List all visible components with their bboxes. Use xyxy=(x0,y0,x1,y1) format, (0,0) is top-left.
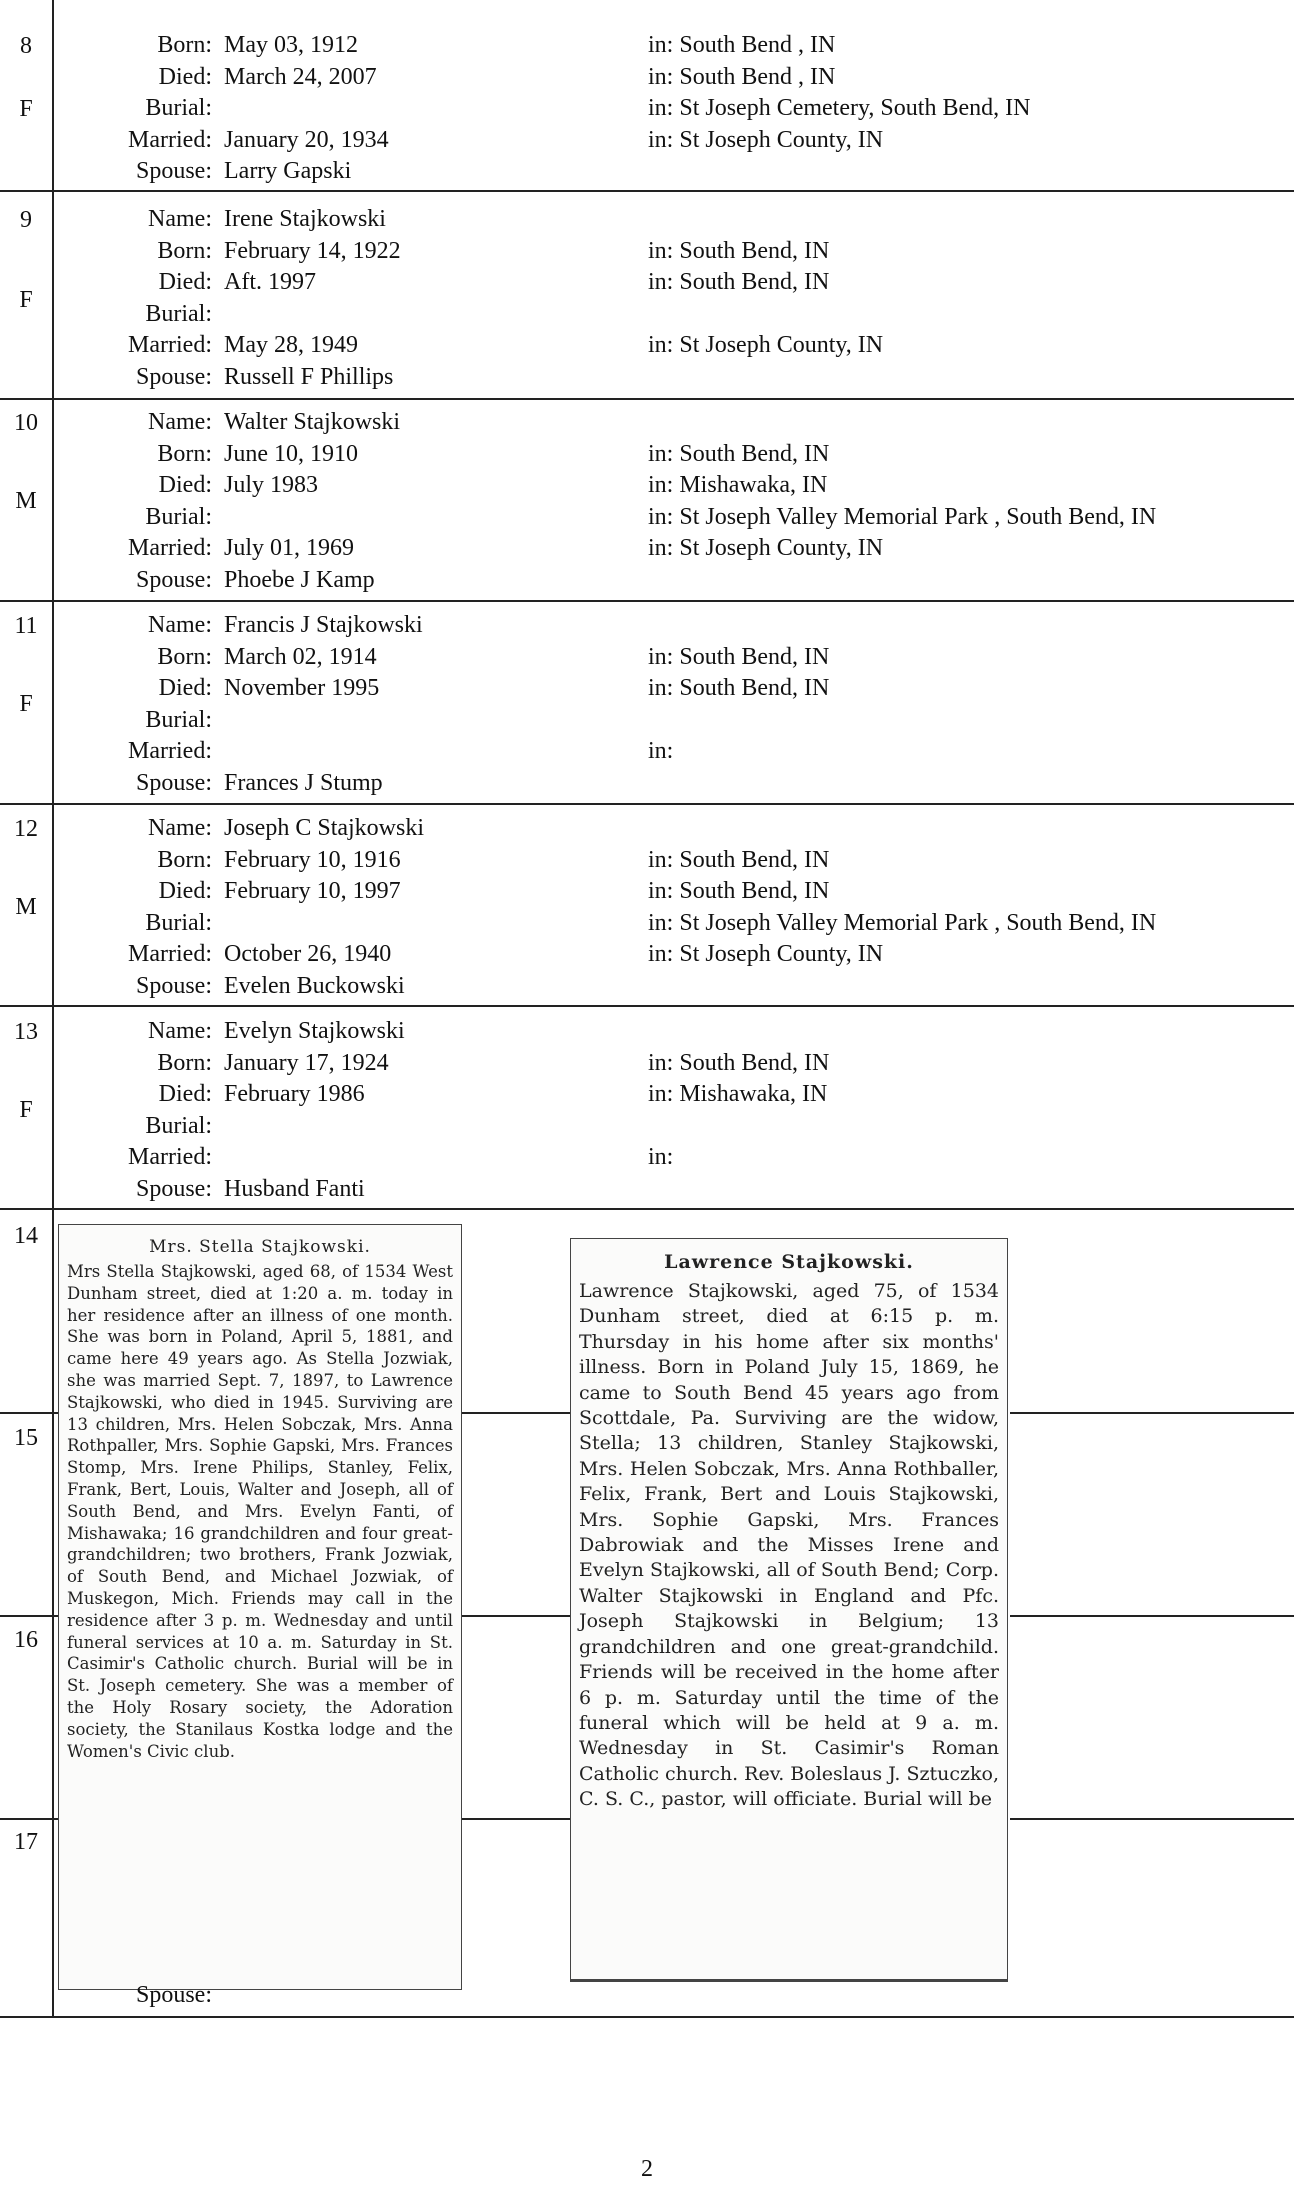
burial-place: St Joseph Valley Memorial Park , South Bend, IN xyxy=(679,503,1157,530)
born-place: South Bend, IN xyxy=(679,440,830,467)
row-divider xyxy=(1010,1615,1294,1617)
record-sex: F xyxy=(19,96,33,122)
in-label: in: xyxy=(648,472,674,499)
row-divider xyxy=(460,1412,570,1414)
born-label: Born: xyxy=(157,237,212,264)
died-label: Died: xyxy=(158,63,212,90)
in-label: in: xyxy=(648,503,674,530)
born-place: South Bend, IN xyxy=(679,1049,830,1076)
name-label: Name: xyxy=(148,612,212,638)
row-divider xyxy=(1010,1412,1294,1414)
spouse-label: Spouse: xyxy=(135,567,212,593)
spouse-name: Evelen Buckowski xyxy=(224,973,405,999)
name-label: Name: xyxy=(148,1018,212,1044)
person-name: Irene Stajkowski xyxy=(224,206,386,232)
in-label: in: xyxy=(648,126,674,153)
row-divider xyxy=(0,2016,1294,2018)
record-number: 17 xyxy=(14,1829,38,1855)
record-number: 13 xyxy=(14,1019,38,1045)
record-number: 16 xyxy=(14,1627,38,1653)
died-place: South Bend, IN xyxy=(679,675,830,702)
born-date: March 02, 1914 xyxy=(224,643,377,670)
born-place: South Bend, IN xyxy=(679,643,830,670)
spouse-name: Frances J Stump xyxy=(224,770,383,796)
born-place: South Bend, IN xyxy=(679,237,830,264)
burial-label: Burial: xyxy=(145,909,212,936)
born-date: January 17, 1924 xyxy=(224,1049,389,1076)
spouse-label: Spouse: xyxy=(135,770,212,796)
record-number: 9 xyxy=(20,207,32,233)
clipping-title: Mrs. Stella Stajkowski. xyxy=(149,1237,371,1257)
married-label: Married: xyxy=(128,535,212,562)
row-divider xyxy=(1010,1818,1294,1820)
person-name: Evelyn Stajkowski xyxy=(224,1018,405,1044)
died-date: November 1995 xyxy=(224,675,380,702)
died-place: South Bend, IN xyxy=(679,269,830,296)
row-divider xyxy=(460,1818,570,1820)
row-divider xyxy=(0,600,1294,602)
married-place: St Joseph County, IN xyxy=(679,332,884,359)
died-place: Mishawaka, IN xyxy=(679,472,828,499)
in-label: in: xyxy=(648,643,674,670)
died-label: Died: xyxy=(158,1081,212,1108)
record-sex: F xyxy=(19,691,33,717)
married-date: January 20, 1934 xyxy=(224,126,389,153)
obituary-clipping-lawrence xyxy=(570,1238,1008,1982)
married-label: Married: xyxy=(128,941,212,968)
spouse-name: Russell F Phillips xyxy=(224,364,394,390)
burial-label: Burial: xyxy=(145,503,212,530)
page-number: 2 xyxy=(641,2156,653,2182)
married-label: Married: xyxy=(128,126,212,153)
died-label: Died: xyxy=(158,472,212,499)
burial-label: Burial: xyxy=(145,300,212,327)
person-name: Walter Stajkowski xyxy=(224,409,401,435)
died-label: Died: xyxy=(158,878,212,905)
died-place: South Bend , IN xyxy=(679,63,836,90)
in-label: in: xyxy=(648,675,674,702)
row-divider xyxy=(0,190,1294,192)
in-label: in: xyxy=(648,269,674,296)
spouse-label: Spouse: xyxy=(135,1176,212,1202)
row-divider xyxy=(0,803,1294,805)
born-label: Born: xyxy=(157,32,212,58)
in-label: in: xyxy=(648,909,674,936)
born-label: Born: xyxy=(157,1049,212,1076)
died-date: Aft. 1997 xyxy=(224,269,316,296)
record-sex: M xyxy=(15,894,37,920)
in-label: in: xyxy=(648,878,674,905)
spouse-name: Phoebe J Kamp xyxy=(224,567,375,593)
born-date: February 14, 1922 xyxy=(224,237,401,264)
burial-label: Burial: xyxy=(145,706,212,733)
in-label: in: xyxy=(648,738,674,765)
in-label: in: xyxy=(648,1144,674,1171)
died-date: February 1986 xyxy=(224,1081,365,1108)
row-divider xyxy=(460,1615,570,1617)
died-label: Died: xyxy=(158,675,212,702)
name-label: Name: xyxy=(148,409,212,435)
burial-label: Burial: xyxy=(145,95,212,122)
died-date: March 24, 2007 xyxy=(224,63,377,90)
in-label: in: xyxy=(648,63,674,90)
in-label: in: xyxy=(648,440,674,467)
record-number: 11 xyxy=(14,613,38,639)
record-sex: F xyxy=(19,287,33,313)
clipping-title: Lawrence Stajkowski. xyxy=(664,1251,914,1273)
in-label: in: xyxy=(648,1081,674,1108)
died-date: July 1983 xyxy=(224,472,319,499)
spouse-label: Spouse: xyxy=(135,1982,212,2008)
person-name: Francis J Stajkowski xyxy=(224,612,423,638)
died-place: Mishawaka, IN xyxy=(679,1081,828,1108)
born-place: South Bend, IN xyxy=(679,846,830,873)
in-label: in: xyxy=(648,941,674,968)
married-label: Married: xyxy=(128,738,212,765)
person-name: Joseph C Stajkowski xyxy=(224,815,425,841)
spouse-label: Spouse: xyxy=(135,364,212,390)
record-number: 10 xyxy=(14,410,38,436)
row-divider xyxy=(0,398,1294,400)
record-number: 15 xyxy=(14,1425,38,1451)
in-label: in: xyxy=(648,237,674,264)
in-label: in: xyxy=(648,332,674,359)
clipping-text: Mrs Stella Stajkowski, aged 68, of 1534 West Dunham street, died at 1:20 a. m. today in her residence after an illness of one month. She was born in Poland, April 5, 1881, and came here 49 years ago. As Stella Jozwiak, she was married Sept. 7, 1897, to Lawrence Stajkowski, who died in 1945. Surviving are 13 children, Mrs. Helen Sobczak, Mrs. Anna Rothpaller, Mrs. Sophie Gapski, Mrs. Frances Stomp, Mrs. Irene Philips, Stanley, Felix, Frank, Bert, Louis, Walter and Joseph, all of South Bend, and Mrs. Evelyn Fanti, of Mishawaka; 16 grandchildren and four great-grandchildren; two brothers, Frank Jozwiak, of South Bend, and Michael Jozwiak, of Muskegon, Mich. Friends may call in the residence after 3 p. m. Wednesday and until funeral services at 10 a. m. Saturday in St. Casimir's Catholic church. Burial will be in St. Joseph cemetery. She was a member of the Holy Rosary society, the Adoration society, the Stanilaus Kostka lodge and the Women's Civic club. xyxy=(67,1262,453,1761)
born-label: Born: xyxy=(157,440,212,467)
died-date: February 10, 1997 xyxy=(224,878,401,905)
in-label: in: xyxy=(648,846,674,873)
name-label: Name: xyxy=(148,815,212,841)
record-sex: M xyxy=(15,488,37,514)
born-date: June 10, 1910 xyxy=(224,440,358,467)
in-label: in: xyxy=(648,535,674,562)
record-number: 12 xyxy=(14,816,38,842)
married-date: October 26, 1940 xyxy=(224,941,392,968)
burial-place: St Joseph Valley Memorial Park , South Bend, IN xyxy=(679,909,1157,936)
record-number: 8 xyxy=(20,33,32,59)
in-label: in: xyxy=(648,32,674,58)
born-place: South Bend , IN xyxy=(679,32,836,58)
in-label: in: xyxy=(648,1049,674,1076)
row-divider xyxy=(0,1208,1294,1210)
obituary-clipping-stella xyxy=(58,1224,462,1990)
name-label: Name: xyxy=(148,206,212,232)
married-label: Married: xyxy=(128,332,212,359)
spouse-label: Spouse: xyxy=(135,158,212,185)
born-label: Born: xyxy=(157,643,212,670)
married-place: St Joseph County, IN xyxy=(679,535,884,562)
spouse-name: Husband Fanti xyxy=(224,1176,365,1202)
row-divider xyxy=(0,1005,1294,1007)
married-date: July 01, 1969 xyxy=(224,535,355,562)
born-date: May 03, 1912 xyxy=(224,32,358,58)
born-label: Born: xyxy=(157,846,212,873)
married-date: May 28, 1949 xyxy=(224,332,358,359)
record-sex: F xyxy=(19,1097,33,1123)
burial-label: Burial: xyxy=(145,1112,212,1139)
burial-place: St Joseph Cemetery, South Bend, IN xyxy=(679,95,1031,122)
married-place: St Joseph County, IN xyxy=(679,941,884,968)
married-place: St Joseph County, IN xyxy=(679,126,884,153)
record-number: 14 xyxy=(14,1223,38,1249)
died-place: South Bend, IN xyxy=(679,878,830,905)
died-label: Died: xyxy=(158,269,212,296)
born-date: February 10, 1916 xyxy=(224,846,401,873)
in-label: in: xyxy=(648,95,674,122)
married-label: Married: xyxy=(128,1144,212,1171)
spouse-name: Larry Gapski xyxy=(224,158,352,185)
spouse-label: Spouse: xyxy=(135,973,212,999)
clipping-text: Lawrence Stajkowski, aged 75, of 1534 Dunham street, died at 6:15 p. m. Thursday in his home after six months' illness. Born in Poland July 15, 1869, he came to South Bend 45 years ago from Scottdale, Pa. Surviving are the widow, Stella; 13 children, Stanley Stajkowski, Mrs. Helen Sobczak, Mrs. Anna Rothballer, Felix, Frank, Bert and Louis Stajkowski, Mrs. Sophie Gapski, Mrs. Frances Dabrowiak and the Misses Irene and Evelyn Stajkowski, all of South Bend; Corp. Walter Stajkowski in England and Pfc. Joseph Stajkowski in Belgium; 13 grandchildren and one great-grandchild. Friends will be received in the home after 6 p. m. Saturday until the time of the funeral which will be held at 9 a. m. Wednesday in St. Casimir's Roman Catholic church. Rev. Boleslaus J. Sztuczko, C. S. C., pastor, will officiate. Burial will be xyxy=(579,1280,999,1811)
